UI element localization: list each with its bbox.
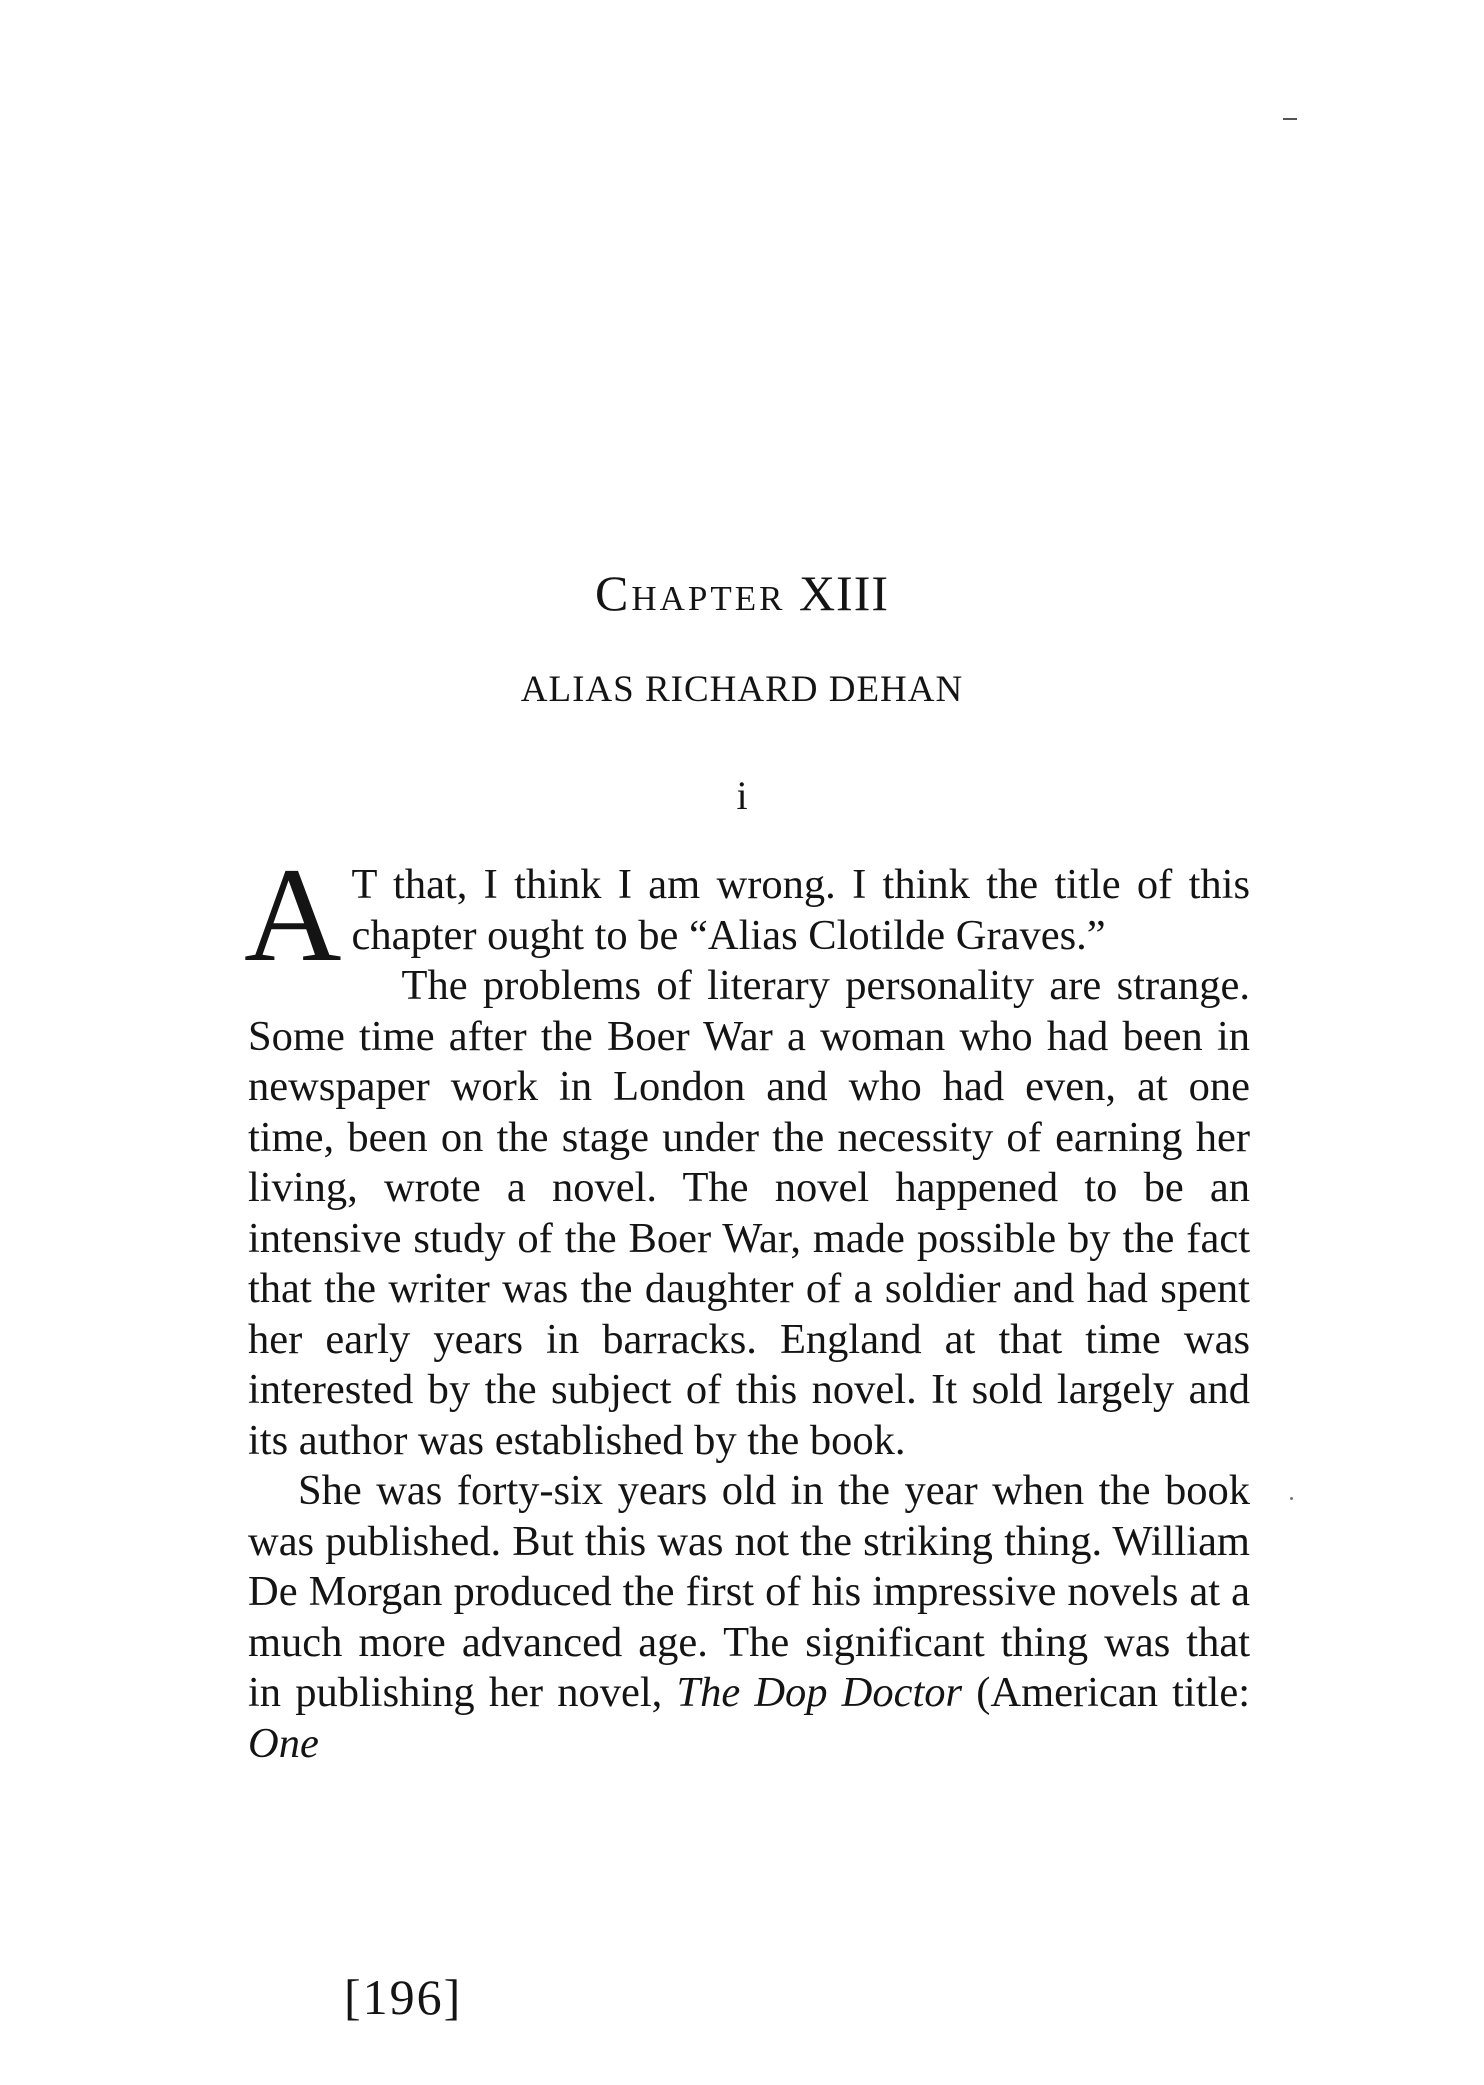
book-title: The Dop Doctor <box>676 1669 963 1716</box>
section-number: i <box>736 773 748 818</box>
chapter-number: XIII <box>798 565 890 621</box>
paragraph-3 <box>248 1466 1250 1769</box>
paragraph-1 <box>244 841 1250 990</box>
chapter-label: Chapter <box>594 565 786 621</box>
chapter-heading <box>0 564 1484 622</box>
paragraph-3-middle: (American title: <box>962 1669 1250 1716</box>
page-number: [196] <box>344 1969 463 2025</box>
chapter-title: ALIAS RICHARD DEHAN <box>520 669 964 710</box>
drop-cap: A <box>244 841 342 990</box>
paragraph-1-text: T that, I think I am wrong. I think the title of this chapter ought to be “Alias Clotilde Graves.” <box>351 861 1250 959</box>
american-title-start: One <box>248 1719 319 1767</box>
body-text <box>244 841 1250 1769</box>
paragraph-2: The problems of literary personality are strange. Some time after the Boer War a woman who had been in newspaper work in London and who had even, at one time, been on the stage under the necessity of earning her living, wrote a novel. The novel happened to be an intensive study of the Boer War, made possible by the fact that the writer was the daughter of a soldier and had spent her early years in barracks. England at that time was interested by the subject of this novel. It sold largely and its author was established by the book. <box>248 962 1250 1464</box>
stray-dot <box>1290 1497 1293 1500</box>
paragraph-3-text: She was forty-six years old in the year when the book was published. But this was not the striking thing. William De Morgan produced the first of his impressive novels at a much more advanced age. The significant thing was that in publishing her novel, <box>248 1467 1250 1716</box>
corner-mark <box>1283 118 1297 120</box>
